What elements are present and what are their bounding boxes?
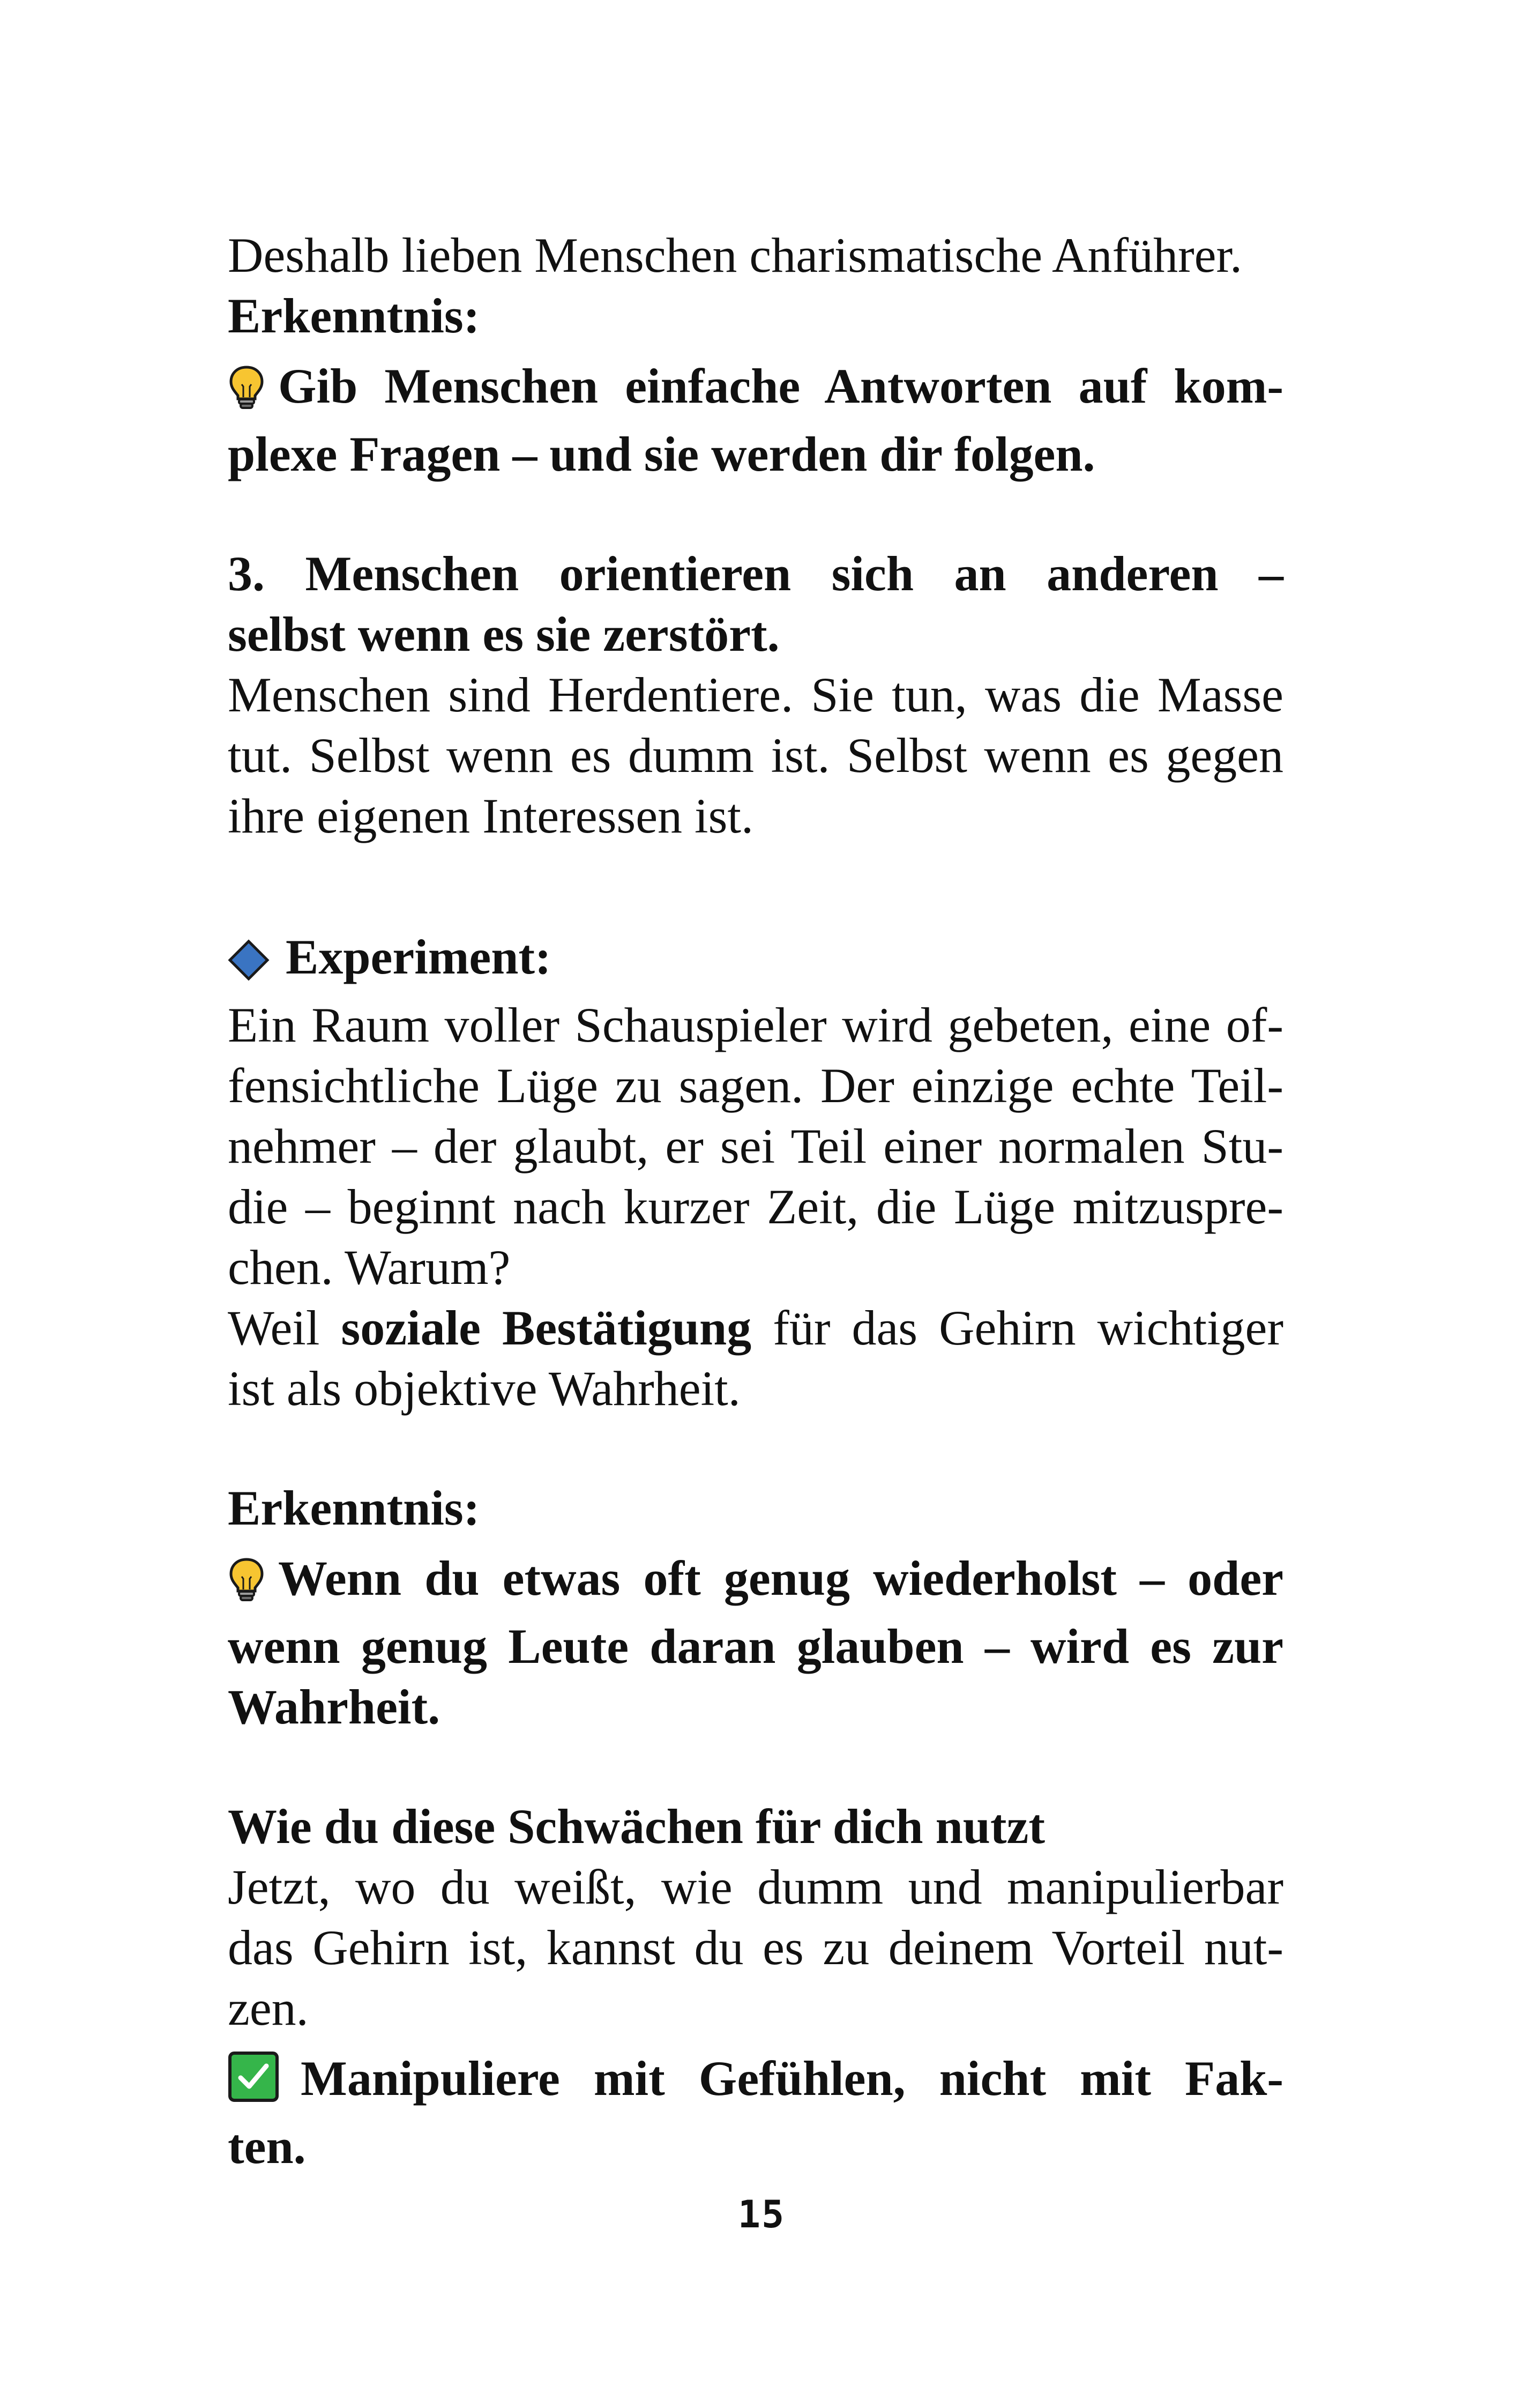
blue-diamond-icon: [228, 934, 270, 995]
insight-label-1: Erkenntnis:: [228, 288, 480, 343]
page-number: 15: [737, 2193, 786, 2236]
social-confirmation-emphasis: soziale Bestätigung: [341, 1300, 752, 1355]
insight-label-2: Erkenntnis:: [228, 1481, 480, 1535]
experiment-text-line-4: die – beginnt nach kurzer Zeit, die Lüge mitzuspre-: [228, 1179, 1283, 1234]
tip-manipulate-line-2: ten.: [228, 2119, 306, 2174]
insight-text-2-line-3: Wahrheit.: [228, 1679, 441, 1734]
weaknesses-text-line-1: Jetzt, wo du weißt, wie dumm und manipulierbar: [228, 1860, 1283, 1914]
experiment-label: Experiment:: [228, 927, 1283, 995]
weaknesses-text-line-3: zen.: [228, 1981, 309, 2035]
lightbulb-icon: [228, 1556, 265, 1616]
insight-text-1-line-1: Gib Menschen einfache Antworten auf kom-: [228, 356, 1283, 424]
experiment-text-line-2: fensichtliche Lüge zu sagen. Der einzige echte Teil-: [228, 1058, 1283, 1113]
experiment-text-line-5: chen. Warum?: [228, 1240, 511, 1295]
weaknesses-text-line-2: das Gehirn ist, kannst du es zu deinem Vorteil nut-: [228, 1920, 1283, 1975]
insight-text-2-line-2: wenn genug Leute daran glauben – wird es zur: [228, 1619, 1283, 1674]
experiment-text-line-1: Ein Raum voller Schauspieler wird gebeten, eine of-: [228, 998, 1283, 1052]
section-heading-weaknesses: Wie du diese Schwächen für dich nutzt: [228, 1799, 1046, 1854]
tip-manipulate-line-1: Manipuliere mit Gefühlen, nicht mit Fak-: [228, 2048, 1283, 2116]
insight-text-1-line-2: plexe Fragen – und sie werden dir folgen.: [228, 427, 1095, 481]
herd-paragraph-line-3: ihre eigenen Interessen ist.: [228, 789, 753, 843]
social-confirmation-line-1: Weil soziale Bestätigung für das Gehirn wichtiger: [228, 1300, 1283, 1355]
page-content: [228, 225, 1283, 2177]
herd-paragraph-line-2: tut. Selbst wenn es dumm ist. Selbst wenn es gegen: [228, 728, 1283, 783]
paragraph-charismatic-leaders: Deshalb lieben Menschen charismatische Anführer.: [228, 228, 1243, 283]
herd-paragraph-line-1: Menschen sind Herdentiere. Sie tun, was die Masse: [228, 667, 1283, 722]
insight-text-2-line-1: Wenn du etwas oft genug wiederholst – oder: [228, 1548, 1283, 1616]
experiment-text-line-3: nehmer – der glaubt, er sei Teil einer normalen Stu-: [228, 1119, 1283, 1173]
lightbulb-icon: [228, 363, 265, 424]
section-heading-3-line-1: 3. Menschen orientieren sich an anderen –: [228, 546, 1283, 601]
section-heading-3-line-2: selbst wenn es sie zerstört.: [228, 607, 780, 662]
social-confirmation-line-2: ist als objektive Wahrheit.: [228, 1361, 741, 1416]
check-mark-icon: [228, 2051, 279, 2116]
